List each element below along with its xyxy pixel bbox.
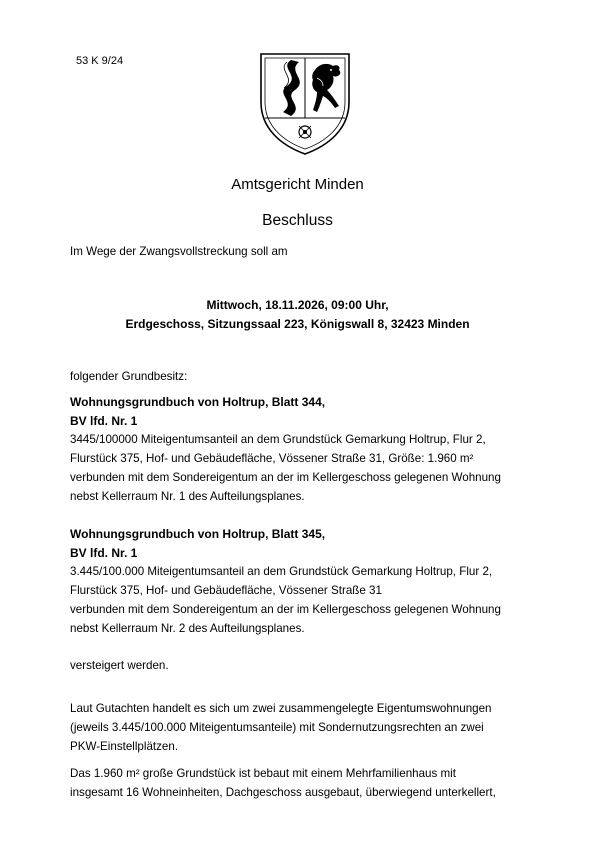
grundstueck-line: insgesamt 16 Wohneinheiten, Dachgeschoss ausgebaut, überwiegend unterkellert,	[70, 786, 496, 799]
document-title: Beschluss	[262, 212, 333, 229]
object-2-bv: BV lfd. Nr. 1	[70, 546, 138, 560]
object-2-line: Flurstück 375, Hof- und Gebäudefläche, Vössener Straße 31	[70, 584, 382, 597]
gutachten-line: PKW-Einstellplätzen.	[70, 740, 179, 753]
grundstueck-line: Das 1.960 m² große Grundstück ist bebaut mit einem Mehrfamilienhaus mit	[70, 767, 456, 780]
object-1-line: Flurstück 375, Hof- und Gebäudefläche, Vössener Straße 31, Größe: 1.960 m²	[70, 452, 474, 465]
coat-of-arms-icon	[257, 50, 353, 156]
termin-date: Mittwoch, 18.11.2026, 09:00 Uhr,	[206, 298, 389, 312]
object-1-bv: BV lfd. Nr. 1	[70, 414, 138, 428]
object-1-line: verbunden mit dem Sondereigentum an der im Kellergeschoss gelegenen Wohnung	[70, 471, 501, 484]
termin-location: Erdgeschoss, Sitzungssaal 223, Königswall 8, 32423 Minden	[125, 317, 470, 331]
case-number: 53 K 9/24	[76, 55, 124, 67]
gutachten-line: Laut Gutachten handelt es sich um zwei zusammengelegte Eigentumswohnungen	[70, 702, 492, 715]
gutachten-line: (jeweils 3.445/100.000 Miteigentumsanteile) mit Sondernutzungsrechten an zwei	[70, 721, 484, 734]
object-1-line: nebst Kellerraum Nr. 1 des Aufteilungsplanes.	[70, 490, 305, 503]
object-2-line: nebst Kellerraum Nr. 2 des Aufteilungsplanes.	[70, 622, 305, 635]
object-2-line: 3.445/100.000 Miteigentumsanteil an dem Grundstück Gemarkung Holtrup, Flur 2,	[70, 565, 493, 578]
intro-text: Im Wege der Zwangsvollstreckung soll am	[70, 245, 288, 258]
object-1-heading: Wohnungsgrundbuch von Holtrup, Blatt 344,	[70, 395, 326, 409]
grundbesitz-label: folgender Grundbesitz:	[70, 370, 188, 383]
versteigert-text: versteigert werden.	[70, 659, 169, 672]
court-name: Amtsgericht Minden	[231, 176, 364, 193]
object-1-line: 3445/100000 Miteigentumsanteil an dem Grundstück Gemarkung Holtrup, Flur 2,	[70, 433, 486, 446]
object-2-line: verbunden mit dem Sondereigentum an der im Kellergeschoss gelegenen Wohnung	[70, 603, 501, 616]
object-2-heading: Wohnungsgrundbuch von Holtrup, Blatt 345,	[70, 527, 326, 541]
